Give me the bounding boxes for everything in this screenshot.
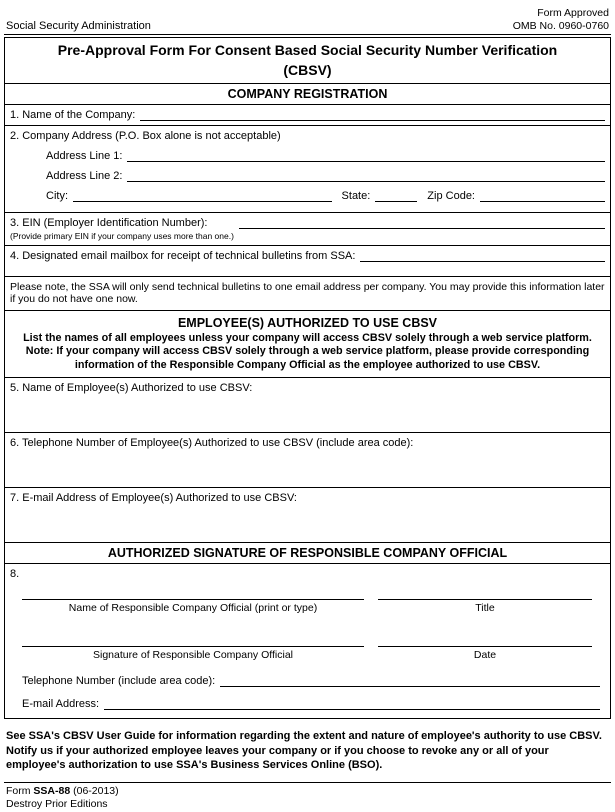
item-1-box [4, 104, 611, 126]
user-guide-notice: See SSA's CBSV User Guide for information regarding the extent and nature of employee's authority to use CBSV. Notify us if your authorized employee leaves your company or if you choose to revoke any or all of your employee's authorization to use SSA's Business Services Online (BSO). [6, 730, 602, 771]
ein-label: 3. EIN (Employer Identification Number): [10, 217, 208, 230]
company-address-label: 2. Company Address (P.O. Box alone is not acceptable) [10, 130, 281, 143]
item-2-box [4, 125, 611, 213]
item-8-box [4, 563, 611, 719]
official-phone-label: Telephone Number (include area code): [22, 675, 216, 688]
official-title-input[interactable] [378, 585, 592, 600]
zip-input[interactable] [480, 192, 605, 202]
official-signature-input[interactable] [22, 632, 364, 647]
address-line1-label: Address Line 1: [46, 150, 123, 163]
destroy-prior-editions: Destroy Prior Editions [6, 798, 108, 811]
official-email-label: E-mail Address: [22, 698, 100, 711]
section-employees-title: EMPLOYEE(S) AUTHORIZED TO USE CBSV [177, 315, 438, 330]
item-7-box [4, 487, 611, 543]
city-input[interactable] [73, 192, 332, 202]
state-label: State: [341, 190, 371, 203]
official-phone-input[interactable] [220, 677, 600, 687]
company-name-label: 1. Name of the Company: [10, 109, 136, 122]
state-input[interactable] [375, 192, 417, 202]
employee-phones-label: 6. Telephone Number of Employee(s) Authorized to use CBSV (include area code): [10, 437, 414, 450]
item-6-box [4, 432, 611, 488]
official-title-caption: Title [475, 602, 495, 615]
ein-note: (Provide primary EIN if your company uses more than one.) [10, 230, 234, 241]
address-line2-input[interactable] [127, 172, 605, 182]
section-employees-box [4, 310, 611, 378]
agency-name: Social Security Administration [6, 20, 151, 33]
form-footer [4, 782, 611, 811]
tech-bulletin-email-label: 4. Designated email mailbox for receipt of technical bulletins from SSA: [10, 249, 356, 262]
employee-names-label: 5. Name of Employee(s) Authorized to use CBSV: [10, 382, 253, 395]
signature-date-caption: Date [473, 649, 497, 662]
section-company-registration: COMPANY REGISTRATION [4, 83, 611, 105]
item-4-box [4, 245, 611, 277]
tech-bulletin-email-input[interactable] [360, 252, 605, 262]
form-number: SSA-88 [33, 785, 71, 798]
official-signature-caption: Signature of Responsible Company Official [93, 649, 293, 662]
company-name-input[interactable] [140, 111, 605, 121]
signature-date-input[interactable] [378, 632, 592, 647]
city-label: City: [46, 190, 68, 203]
item-5-box [4, 377, 611, 433]
employee-emails-label: 7. E-mail Address of Employee(s) Authorized to use CBSV: [10, 492, 297, 505]
form-number-prefix: Form [6, 785, 34, 798]
employee-emails-write-area[interactable] [10, 504, 605, 538]
form-title-box [4, 37, 611, 84]
form-title-line1: Pre-Approval Form For Consent Based Social Security Number Verification [57, 42, 558, 59]
section-authorized-signature: AUTHORIZED SIGNATURE OF RESPONSIBLE COMPANY OFFICIAL [4, 542, 611, 564]
form-title-line2: (CBSV) [283, 61, 332, 78]
ein-input[interactable] [239, 217, 605, 229]
omb-approval-block [513, 7, 609, 32]
item-3-box [4, 212, 611, 245]
top-header [4, 5, 611, 35]
omb-number: OMB No. 0960-0760 [512, 19, 609, 32]
employees-instructions: List the names of all employees unless your company will access CBSV solely through a web service platform. Note: If your company will access CBSV solely through a web service platform, please provide corresponding information of the Responsible Company Official as the employee authorized to use CBSV. [23, 331, 592, 371]
item8-number: 8. [10, 568, 20, 581]
official-name-input[interactable] [22, 585, 364, 600]
zip-label: Zip Code: [427, 190, 475, 203]
bulletin-note: Please note, the SSA will only send technical bulletins to one email address per company. You may provide this information later if you do not have one now. [4, 276, 611, 311]
form-number-line [6, 785, 609, 798]
form-approved-label: Form Approved [537, 7, 609, 19]
official-name-caption: Name of Responsible Company Official (print or type) [68, 602, 318, 615]
employee-names-write-area[interactable] [10, 394, 605, 428]
official-email-input[interactable] [104, 700, 600, 710]
address-line2-label: Address Line 2: [46, 170, 123, 183]
address-line1-input[interactable] [127, 152, 605, 162]
form-edition: (06-2013) [70, 785, 119, 798]
employee-phones-write-area[interactable] [10, 449, 605, 483]
